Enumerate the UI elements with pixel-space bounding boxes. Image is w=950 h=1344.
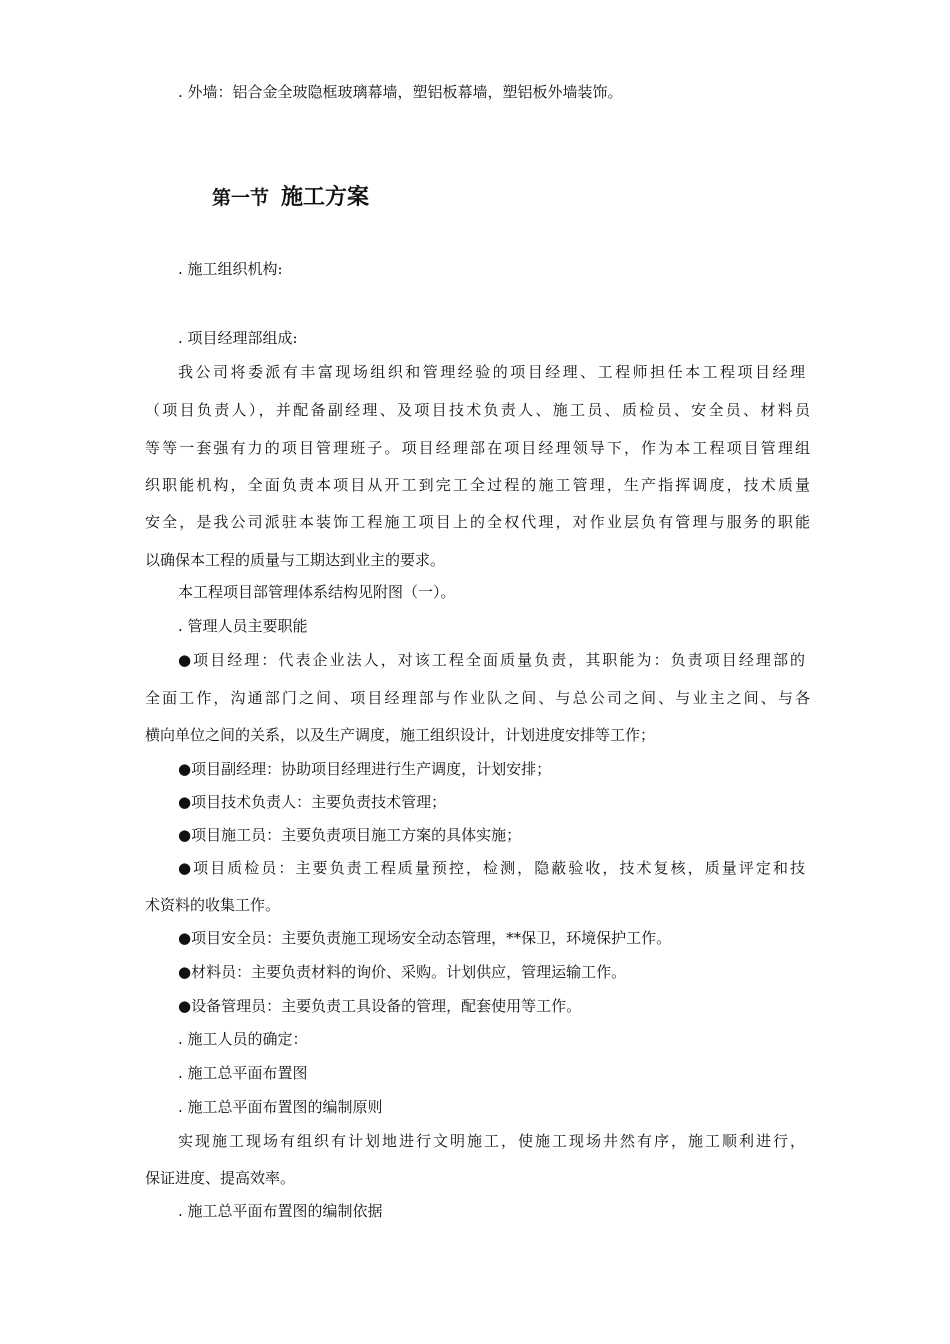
duty-item-qc: ●项目质检员：主要负责工程质量预控，检测，隐蔽验收，技术复核，质量评定和技 — [178, 859, 805, 877]
project-dept-heading: . 项目经理部组成: — [178, 329, 298, 347]
paragraph-line: 以确保本工程的质量与工期达到业主的要求。 — [145, 551, 446, 569]
paragraph-line: （项目负责人），并配备副经理、及项目技术负责人、施工员、质检员、安全员、材料员 — [145, 401, 810, 419]
paragraph-line: 我公司将委派有丰富现场组织和管理经验的项目经理、工程师担任本工程项目经理 — [178, 363, 805, 381]
duty-item-deputy: ●项目副经理：协助项目经理进行生产调度，计划安排； — [178, 760, 552, 778]
paragraph-line: 安全，是我公司派驻本装饰工程施工项目上的全权代理，对作业层负有管理与服务的职能 — [145, 513, 810, 531]
plan-principle-text: 实现施工现场有组织有计划地进行文明施工，使施工现场井然有序，施工顺利进行， — [178, 1132, 805, 1150]
section-title: 施工方案 — [281, 185, 370, 210]
paragraph-line: 织职能机构，全面负责本项目从开工到完工全过程的施工管理，生产指挥调度，技术质量 — [145, 476, 810, 494]
site-plan-heading: . 施工总平面布置图 — [178, 1064, 308, 1082]
duty-item-manager-cont: 横向单位之间的关系，以及生产调度，施工组织设计，计划进度安排等工作； — [145, 726, 656, 744]
duty-item-constructor: ●项目施工员：主要负责项目施工方案的具体实施； — [178, 826, 522, 844]
paragraph-line: 等等一套强有力的项目管理班子。项目经理部在项目经理领导下，作为本工程项目管理组 — [145, 439, 810, 457]
duty-item-equipment: ●设备管理员：主要负责工具设备的管理，配套使用等工作。 — [178, 997, 582, 1015]
structure-reference: 本工程项目部管理体系结构见附图（一）。 — [178, 583, 456, 601]
org-structure-heading: . 施工组织机构: — [178, 260, 283, 278]
duty-item-manager-cont: 全面工作，沟通部门之间、项目经理部与作业队之间、与总公司之间、与业主之间、与各 — [145, 689, 810, 707]
plan-principle-heading: . 施工总平面布置图的编制原则 — [178, 1098, 383, 1116]
plan-basis-heading: . 施工总平面布置图的编制依据 — [178, 1202, 383, 1220]
duty-item-manager: ●项目经理：代表企业法人，对该工程全面质量负责，其职能为：负责项目经理部的 — [178, 651, 805, 669]
section-number: 第一节 — [212, 187, 270, 209]
plan-principle-text-cont: 保证进度、提高效率。 — [145, 1169, 296, 1187]
staffing-heading: . 施工人员的确定： — [178, 1030, 308, 1048]
duty-item-material: ●材料员：主要负责材料的询价、采购。计划供应，管理运输工作。 — [178, 963, 627, 981]
duty-item-qc-cont: 术资料的收集工作。 — [145, 896, 281, 914]
duties-heading: . 管理人员主要职能 — [178, 617, 308, 635]
duty-item-tech: ●项目技术负责人：主要负责技术管理； — [178, 793, 447, 811]
section-heading — [212, 180, 369, 211]
exterior-wall-item: . 外墙：铝合金全玻隐框玻璃幕墙，塑铝板幕墙，塑铝板外墙装饰。 — [178, 83, 623, 101]
duty-item-safety: ●项目安全员：主要负责施工现场安全动态管理，**保卫，环境保护工作。 — [178, 929, 672, 947]
